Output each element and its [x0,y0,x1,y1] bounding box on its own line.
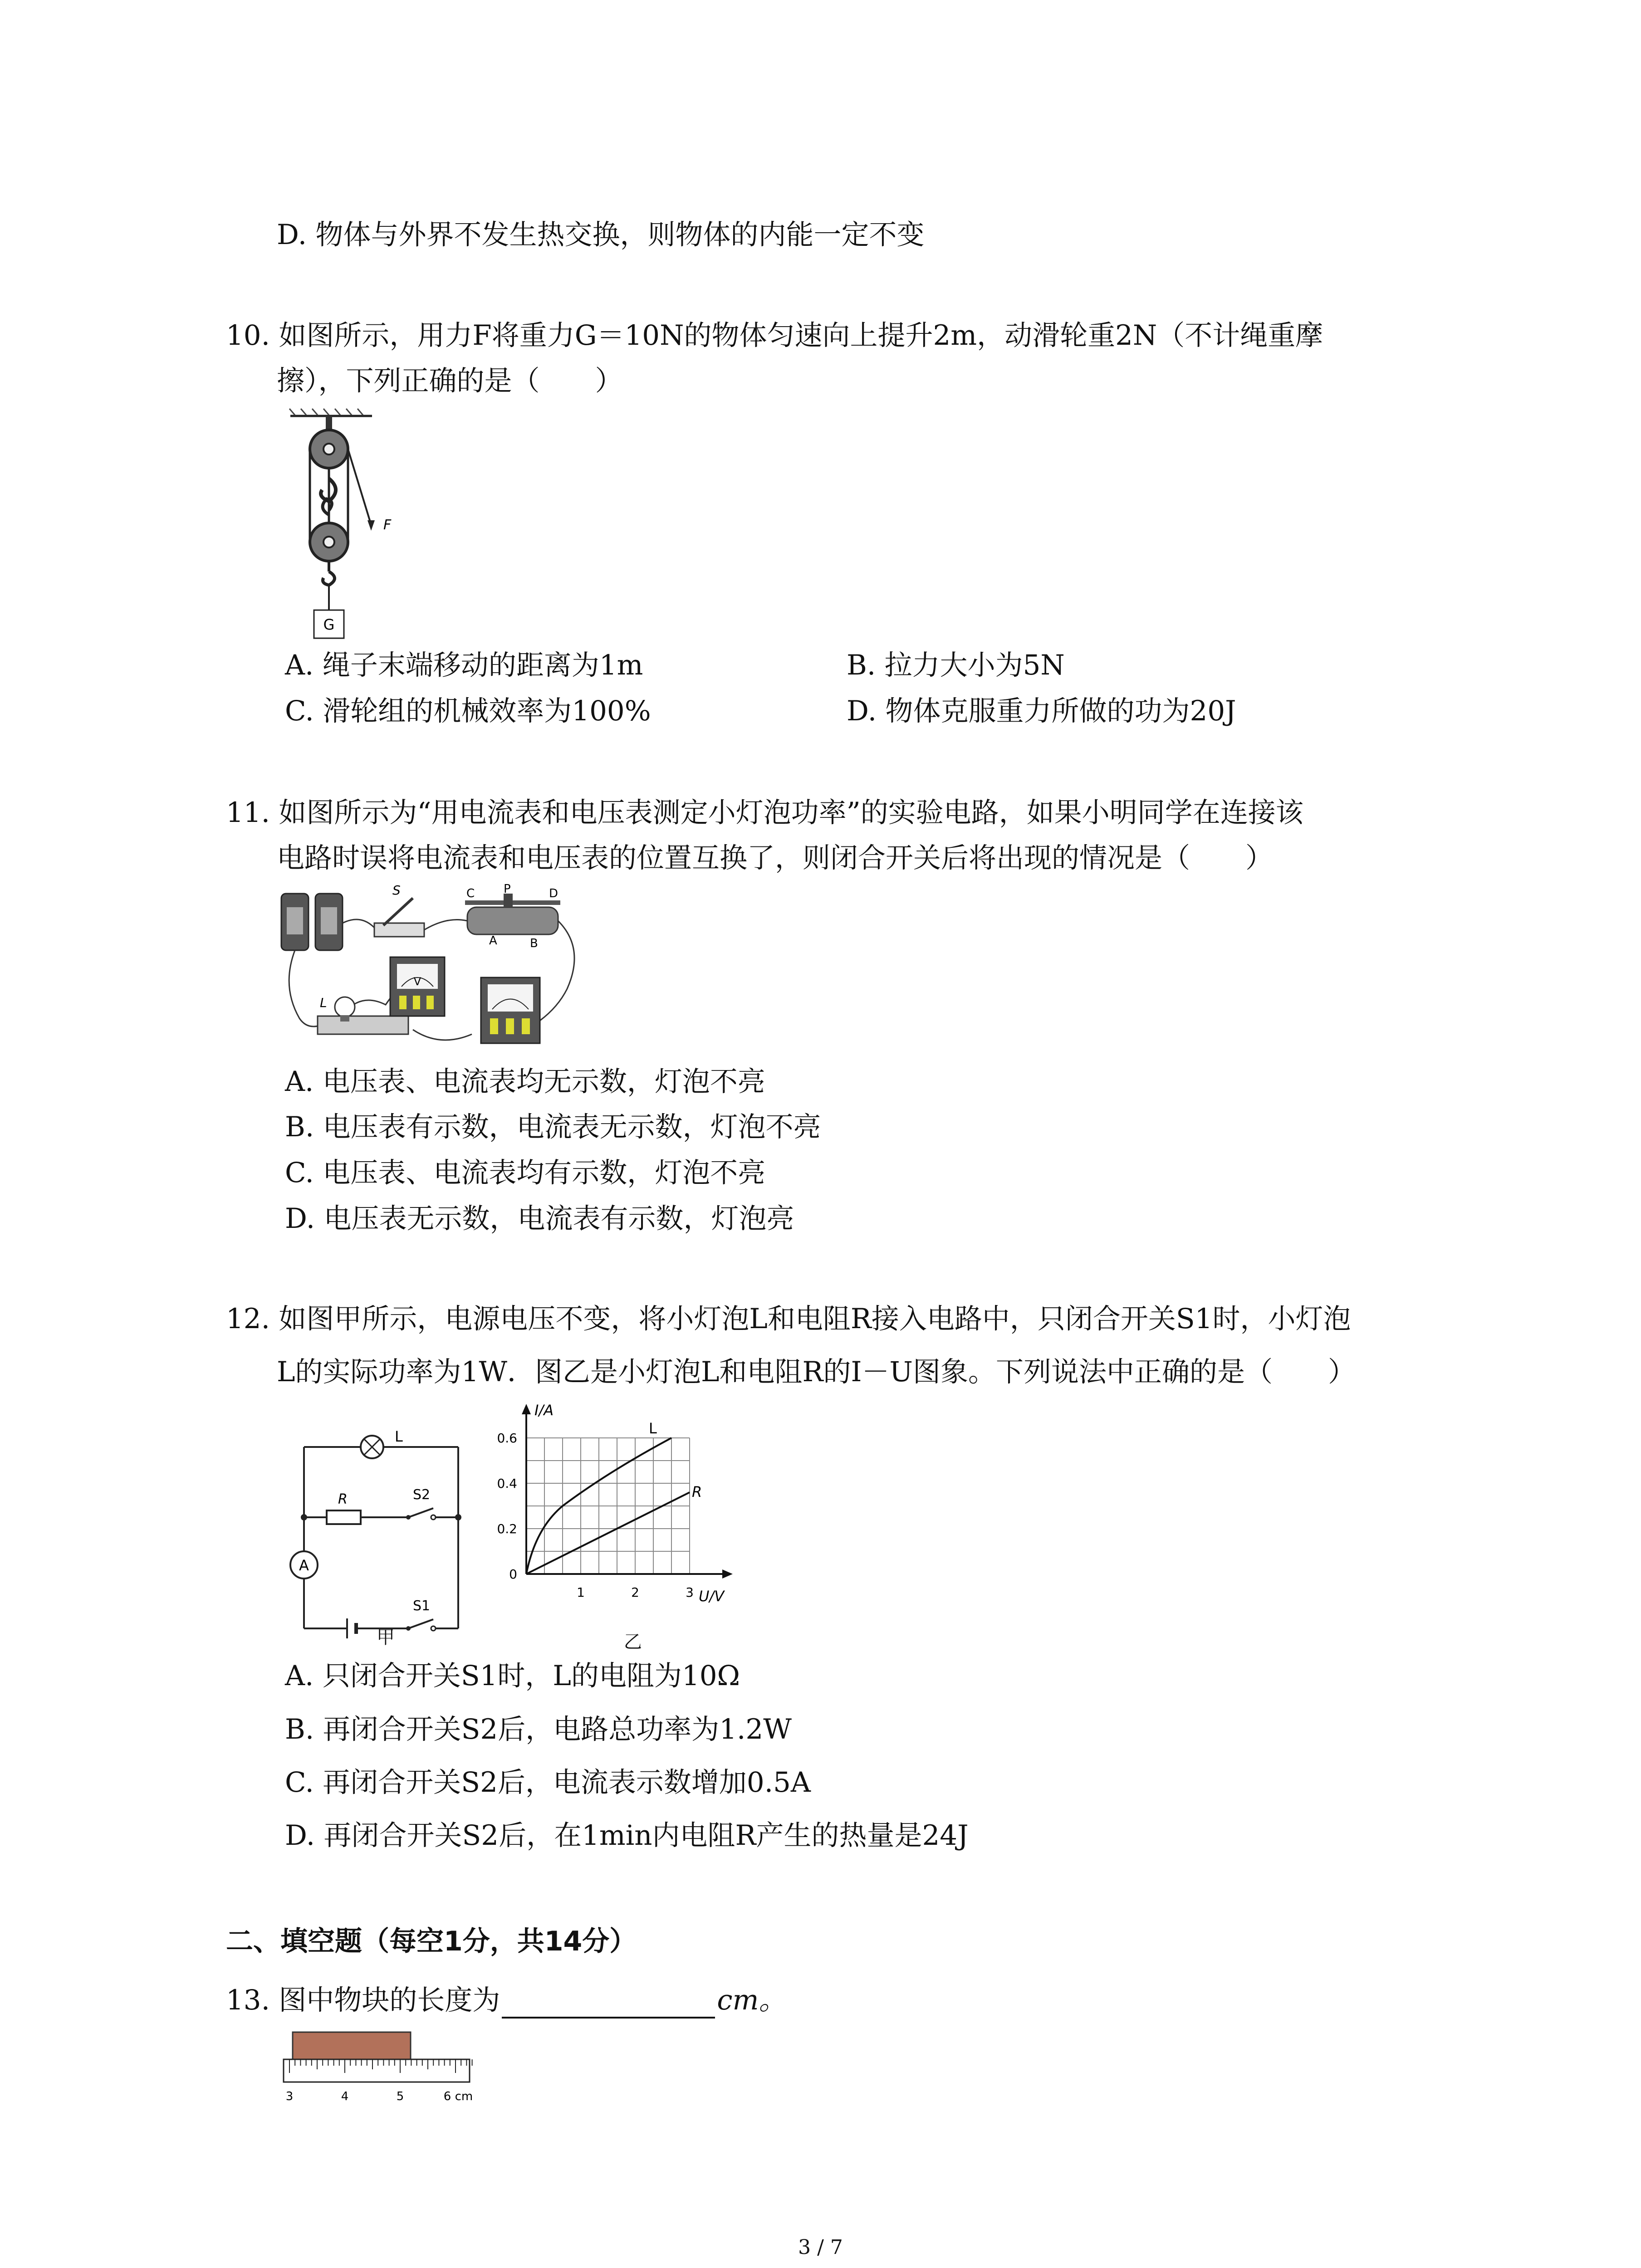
q11-option-b: B. 电压表有示数，电流表无示数，灯泡不亮 [285,1111,821,1143]
q11-rheostat-a: A [489,934,497,948]
q11-stem-line2: 电路时误将电流表和电压表的位置互换了，则闭合开关后将出现的情况是（ ） [277,842,1274,874]
q12-graph-ylabel: I/A [534,1402,554,1419]
q11-lamp-label: L [320,995,327,1010]
q10-option-d: D. 物体克服重力所做的功为20J [847,695,1236,727]
q12-option-a: A. 只闭合开关S1时，L的电阻为10Ω [285,1660,740,1692]
q10-pulley-figure [281,406,436,646]
q11-voltmeter-label: V [413,975,421,988]
q12-option-d: D. 再闭合开关S2后，在1min内电阻R产生的热量是24J [285,1819,969,1852]
q10-option-c: C. 滑轮组的机械效率为100% [285,695,651,727]
q10-weight-label: G [323,616,335,633]
q12-stem-line2: L的实际功率为1W．图乙是小灯泡L和电阻R的I－U图象。下列说法中正确的是（ ） [277,1356,1356,1388]
q12-ytick-0-6: 0.6 [497,1431,517,1446]
q13-tick-3: 3 [285,2090,294,2103]
q10-stem-line2: 擦），下列正确的是（ ） [277,365,623,397]
q13-ruler-figure [281,2028,485,2109]
q13-stem-before: 13. 图中物块的长度为 [226,1984,500,2016]
q12-graph-xlabel: U/V [699,1588,725,1605]
q11-rheostat-c: C [466,887,475,900]
q9-option-d: D. 物体与外界不发生热交换，则物体的内能一定不变 [277,219,925,251]
q12-curve-l-label: L [649,1420,657,1437]
q12-ytick-0-4: 0.4 [497,1476,517,1491]
q12-stem-line1: 12. 如图甲所示，电源电压不变，将小灯泡L和电阻R接入电路中，只闭合开关S1时，小灯泡 [226,1303,1351,1335]
q11-option-d: D. 电压表无示数，电流表有示数，灯泡亮 [285,1202,794,1235]
q13-stem-unit: cm。 [717,1984,787,2016]
q13-answer-blank[interactable] [502,1989,715,2019]
q13-stem [226,1982,786,2019]
q12-graph-caption: 乙 [624,1632,642,1652]
q13-tick-6: 6 cm [443,2090,473,2103]
q11-circuit-photo [277,880,585,1061]
q12-s1-label: S1 [413,1598,431,1614]
q11-rheostat-b: B [530,937,538,950]
q11-option-c: C. 电压表、电流表均有示数，灯泡不亮 [285,1157,766,1189]
q12-iu-graph [472,1402,744,1651]
q11-switch-label: S [392,883,401,898]
q10-option-a: A. 绳子末端移动的距离为1m [285,649,643,681]
section-2-heading: 二、填空题（每空1分，共14分） [226,1926,637,1957]
q12-circuit-diagram [277,1415,472,1651]
q12-xtick-1: 1 [577,1585,585,1600]
q11-stem-line1: 11. 如图所示为“用电流表和电压表测定小灯泡功率”的实验电路，如果小明同学在连接该 [226,797,1303,829]
q12-lamp-label: L [395,1428,403,1445]
q10-option-b: B. 拉力大小为5N [847,649,1065,681]
q12-curve-r-label: R [692,1483,702,1501]
q13-tick-4: 4 [341,2090,349,2103]
q12-ytick-0: 0 [509,1567,517,1582]
q12-option-b: B. 再闭合开关S2后，电路总功率为1.2W [285,1713,792,1745]
q11-rheostat-p: P [504,882,511,896]
q12-resistor-label: R [338,1491,348,1507]
q12-circuit-caption: 甲 [377,1627,395,1648]
q12-ammeter-label: A [299,1557,309,1574]
q13-tick-5: 5 [396,2090,404,2103]
page-number: 3 / 7 [798,2236,843,2259]
q11-rheostat-d: D [549,887,558,900]
q10-force-label: F [383,517,392,533]
q12-option-c: C. 再闭合开关S2后，电流表示数增加0.5A [285,1766,811,1799]
q12-xtick-3: 3 [686,1585,694,1600]
q10-stem-line1: 10. 如图所示，用力F将重力G＝10N的物体匀速向上提升2m，动滑轮重2N（不计绳重摩 [226,319,1323,352]
q12-s2-label: S2 [413,1487,431,1503]
q11-option-a: A. 电压表、电流表均无示数，灯泡不亮 [285,1066,765,1098]
q12-xtick-2: 2 [631,1585,639,1600]
q12-ytick-0-2: 0.2 [497,1521,517,1536]
